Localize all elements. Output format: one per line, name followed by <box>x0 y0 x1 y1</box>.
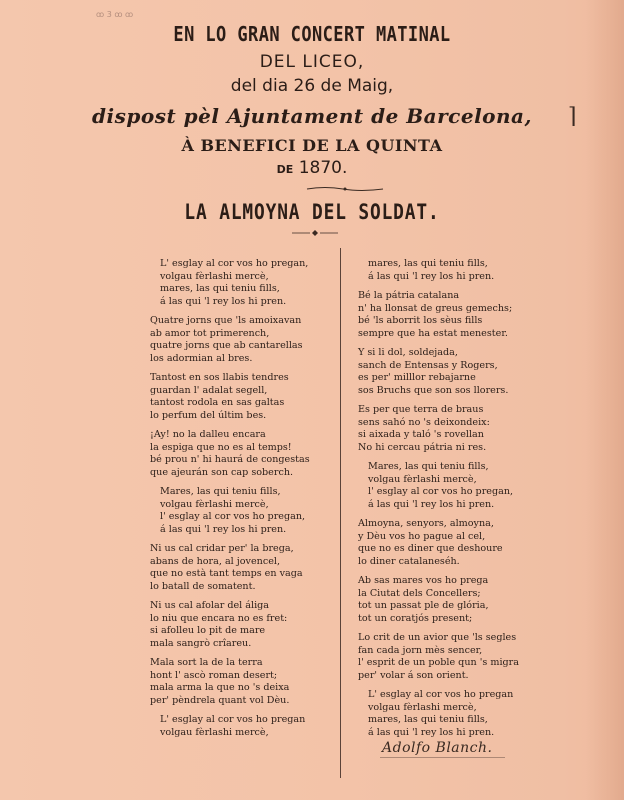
poem-line: á las qui 'l rey los hi pren. <box>160 523 287 535</box>
poem-line: Bé la pátria catalana <box>358 290 460 301</box>
poem-line: á las qui 'l rey los hi pren. <box>368 726 495 738</box>
poem-line: lo niu que encara no es fret: <box>150 612 288 624</box>
poem-line: si aixada y taló 's rovellan <box>358 429 484 440</box>
poem-line: Ab sas mares vos ho prega <box>358 575 489 586</box>
poem-stanza <box>358 632 538 682</box>
poem-line: volgau fèrlashi mercè, <box>368 701 477 713</box>
poem-line: volgau fèrlashi mercè, <box>368 473 477 485</box>
poem-stanza <box>358 575 538 625</box>
poem-line: es per' milllor rebajarne <box>358 372 476 383</box>
poem-line: Mala sort la de la terra <box>150 657 263 668</box>
poem-line: la espiga que no es al temps! <box>150 441 292 453</box>
column-divider <box>340 248 341 778</box>
poem-stanza <box>150 429 330 479</box>
poem-title: LA ALMOYNA DEL SOLDAT. <box>184 200 440 224</box>
poem-stanza <box>358 689 538 739</box>
poem-line: mala sangrò crîareu. <box>150 637 252 649</box>
poem-line: Es per que terra de braus <box>358 404 484 415</box>
poem-stanza <box>358 290 538 340</box>
poem-line: Tantost en sos llabis tendres <box>150 372 289 383</box>
poem-line: Mares, las qui teniu fills, <box>368 461 489 472</box>
poem-line: volgau fèrlashi mercè, <box>160 498 269 510</box>
header-line-year <box>0 158 624 178</box>
poem-line: sanch de Entensas y Rogers, <box>358 359 498 371</box>
header-ornament <box>305 185 385 193</box>
header-line-liceo: DEL LICEO, <box>259 52 365 72</box>
poem-stanza <box>358 258 538 283</box>
poem-stanza <box>150 657 330 707</box>
poem-line: fan cada jorn mès sencer, <box>358 644 483 656</box>
poem-line: Ni us cal cridar per' la brega, <box>150 543 294 554</box>
poem-line: que no es diner que deshoure <box>358 543 503 554</box>
header-de: DE <box>276 163 294 176</box>
poem-line: per' pèndrela quant vol Dèu. <box>150 694 290 706</box>
author-signature: Adolfo Blanch. <box>382 740 493 756</box>
poem-stanza <box>358 518 538 568</box>
poem-line: hont l' ascò roman desert; <box>150 669 278 681</box>
poem-line: per' volar á son orient. <box>358 669 469 681</box>
poem-line: quatre jorns que ab cantarellas <box>150 340 303 351</box>
poem-line: lo perfum del últim bes. <box>150 409 267 421</box>
poem-stanza <box>150 600 330 650</box>
poem-line: ¡Ay! no la dalleu encara <box>150 429 266 440</box>
poem-line: á las qui 'l rey los hi pren. <box>160 295 287 307</box>
poem-line: Lo crit de un avior que 'ls segles <box>358 632 517 643</box>
poem-line: mala arma la que no 's deixa <box>150 682 290 693</box>
poem-line: bé prou n' hi haurá de congestas <box>150 454 310 465</box>
ink-bracket-mark: ⌉ <box>568 104 577 129</box>
poem-line: mares, las qui teniu fills, <box>368 258 488 269</box>
poem-column-right <box>358 258 538 746</box>
poem-line: mares, las qui teniu fills, <box>160 283 280 294</box>
poem-stanza <box>150 486 330 536</box>
poem-line: Quatre jorns que 'ls amoixavan <box>150 315 302 326</box>
poem-line: tot un coratjós present; <box>358 612 473 624</box>
header-line-benefici: À BENEFICI DE LA QUINTA <box>181 136 443 155</box>
poem-line: bé 'ls aborrit los sèus fills <box>358 315 483 326</box>
poem-stanza <box>358 461 538 511</box>
poem-stanza <box>150 714 330 739</box>
header-line-concert: EN LO GRAN CONCERT MATINAL <box>173 22 451 46</box>
poem-line: sos Bruchs que son sos llorers. <box>358 384 509 396</box>
poem-line: l' esglay al cor vos ho pregan, <box>160 511 306 522</box>
poem-line: guardan l' adalat segell, <box>150 384 268 396</box>
poem-line: sempre que ha estat menester. <box>358 327 508 339</box>
poem-line: si afolleu lo pit de mare <box>150 625 266 636</box>
poem-line: Y si li dol, soldejada, <box>358 347 458 358</box>
archive-mark: ꝏ 3 ꝏ ꝏ <box>96 10 134 19</box>
poem-line: No hi cercau pátria ni res. <box>358 441 487 453</box>
poem-line: lo batall de somatent. <box>150 580 256 592</box>
poem-line: los adormian al bres. <box>150 352 253 364</box>
header-year: 1870. <box>298 158 348 178</box>
poem-line: volgau fèrlashi mercè, <box>160 726 269 738</box>
poem-line: L' esglay al cor vos ho pregan, <box>160 258 309 269</box>
poem-line: y Dèu vos ho pague al cel, <box>358 530 486 542</box>
poem-stanza <box>150 543 330 593</box>
poem-line: mares, las qui teniu fills, <box>368 714 488 725</box>
poem-line: lo diner catalaneséh. <box>358 555 460 567</box>
signature-underline <box>380 757 505 758</box>
poem-line: l' esglay al cor vos ho pregan, <box>368 486 514 497</box>
poem-line: tantost rodola en sas galtas <box>150 397 285 408</box>
poem-line: Almoyna, senyors, almoyna, <box>358 518 494 529</box>
poem-line: volgau fèrlashi mercè, <box>160 270 269 282</box>
poem-line: Mares, las qui teniu fills, <box>160 486 281 497</box>
poem-line: L' esglay al cor vos ho pregan <box>368 689 514 700</box>
poem-line: ab amor tot primerench, <box>150 327 270 339</box>
poem-line: l' esprit de un poble qun 's migra <box>358 657 519 668</box>
poem-line: la Ciutat dels Concellers; <box>358 587 481 599</box>
poem-stanza <box>358 347 538 397</box>
poem-line: sens sahó no 's deixondeix: <box>358 416 490 428</box>
header-line-date: del dia 26 de Maig, <box>230 76 394 96</box>
poem-stanza <box>150 372 330 422</box>
poem-line: á las qui 'l rey los hi pren. <box>368 498 495 510</box>
title-ornament <box>290 229 340 237</box>
poem-line: n' ha llonsat de greus gemechs; <box>358 302 513 314</box>
poem-line: tot un passat ple de glória, <box>358 600 489 611</box>
header-line-ajuntament: dispost pèl Ajuntament de Barcelona, <box>92 104 532 128</box>
poem-line: á las qui 'l rey los hi pren. <box>368 270 495 282</box>
poem-line: Ni us cal afolar del áliga <box>150 600 269 611</box>
poem-line: que ajeurán son cap soberch. <box>150 466 294 478</box>
poem-column-left <box>150 258 330 746</box>
poem-stanza <box>150 258 330 308</box>
poem-line: que no està tant temps en vaga <box>150 568 303 579</box>
poem-stanza <box>150 315 330 365</box>
poem-stanza <box>358 404 538 454</box>
poem-line: L' esglay al cor vos ho pregan <box>160 714 306 725</box>
poem-line: abans de hora, al jovencel, <box>150 555 280 567</box>
